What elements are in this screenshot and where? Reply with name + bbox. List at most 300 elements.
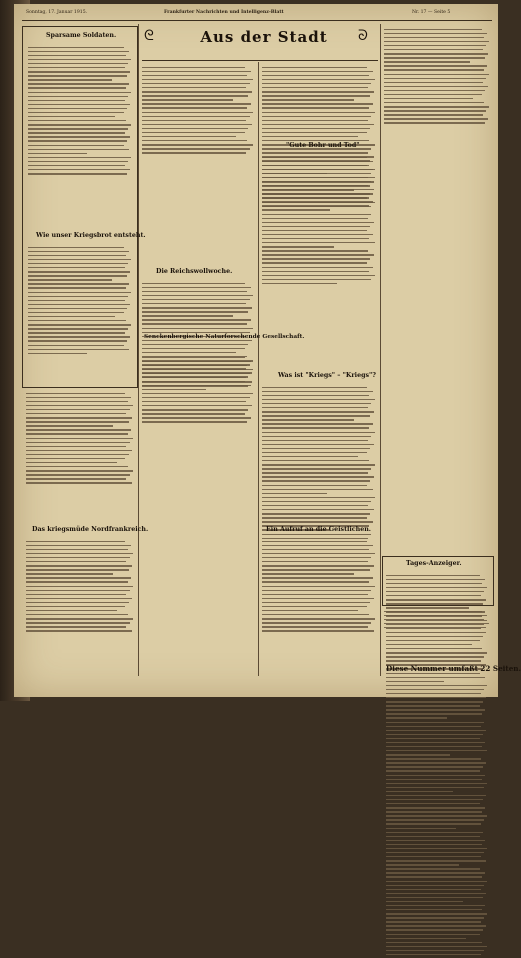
text-line	[384, 619, 484, 620]
text-line	[386, 660, 481, 661]
text-line	[142, 79, 253, 80]
text-line	[386, 742, 485, 743]
text-line	[386, 652, 487, 653]
text-line	[262, 279, 371, 280]
text-line	[28, 104, 130, 105]
text-line	[26, 438, 133, 439]
text-line	[26, 393, 125, 394]
text-line	[142, 311, 248, 312]
text-line	[262, 407, 368, 408]
text-line	[26, 429, 131, 430]
text-line	[386, 832, 483, 833]
text-line	[26, 594, 126, 595]
text-line	[28, 51, 129, 52]
text-line	[142, 315, 233, 316]
text-line	[262, 234, 373, 235]
text-line	[384, 49, 483, 50]
text-line	[262, 87, 368, 88]
text-line	[26, 561, 126, 562]
text-line	[262, 226, 370, 227]
text-line	[262, 602, 370, 603]
text-line	[26, 614, 128, 615]
text-line	[262, 387, 367, 388]
article-body	[262, 384, 376, 542]
text-line	[386, 844, 482, 845]
text-line	[386, 644, 472, 645]
text-line	[386, 946, 487, 947]
text-line	[262, 132, 367, 133]
text-line	[384, 615, 487, 616]
text-line	[386, 811, 482, 812]
text-line	[262, 432, 375, 433]
text-line	[262, 606, 367, 607]
text-line	[386, 775, 485, 776]
text-line	[262, 444, 374, 445]
text-line	[262, 452, 367, 453]
text-line	[28, 300, 125, 301]
text-line	[262, 83, 371, 84]
text-line	[142, 152, 246, 153]
text-line	[386, 836, 480, 837]
text-line	[386, 823, 481, 824]
text-line	[262, 521, 373, 522]
text-line	[386, 685, 487, 686]
text-line	[28, 251, 129, 252]
article-heading: "Gute Bohr und Tod"	[286, 142, 360, 149]
text-line	[262, 460, 369, 461]
text-line	[262, 242, 375, 243]
text-line	[26, 482, 132, 483]
text-line	[142, 67, 245, 68]
text-line	[262, 124, 374, 125]
text-line	[28, 71, 130, 72]
article-body	[142, 280, 254, 425]
text-line	[262, 214, 371, 215]
text-line	[384, 623, 489, 624]
text-line	[26, 474, 130, 475]
text-line	[26, 618, 133, 619]
text-line	[262, 177, 368, 178]
text-line	[142, 87, 246, 88]
text-line	[28, 87, 126, 88]
text-line	[384, 74, 489, 75]
text-line	[262, 489, 373, 490]
text-line	[26, 409, 130, 410]
text-line	[262, 590, 371, 591]
text-line	[384, 102, 484, 103]
text-line	[262, 598, 374, 599]
text-line	[26, 573, 113, 574]
text-line	[262, 569, 370, 570]
text-line	[262, 246, 334, 247]
text-line	[28, 324, 131, 325]
text-line	[142, 136, 236, 137]
text-line	[142, 377, 246, 378]
text-line	[386, 925, 486, 926]
text-line	[262, 493, 327, 494]
text-line	[28, 279, 112, 280]
text-line	[386, 709, 485, 710]
text-line	[386, 872, 485, 873]
section-masthead: Aus der Stadt	[200, 28, 328, 46]
text-line	[142, 319, 251, 320]
text-line	[28, 255, 126, 256]
text-line	[28, 47, 124, 48]
text-line	[386, 599, 486, 600]
text-line	[384, 114, 483, 115]
text-line	[26, 454, 129, 455]
header-date: Sonntag, 17. Januar 1915.	[26, 10, 88, 15]
text-line	[262, 513, 370, 514]
article-body	[142, 354, 254, 389]
text-line	[386, 579, 485, 580]
masthead-rule	[142, 60, 378, 61]
text-line	[28, 100, 125, 101]
text-line	[262, 79, 375, 80]
text-line	[262, 581, 369, 582]
text-line	[28, 328, 128, 329]
text-line	[386, 885, 484, 886]
advertisement-heading: Tages-Anzeiger.	[406, 560, 462, 567]
text-line	[262, 626, 368, 627]
article-body	[28, 244, 132, 357]
article-heading: Wie unser Kriegsbrot entsteht.	[36, 232, 146, 239]
text-line	[386, 677, 485, 678]
text-line	[262, 468, 371, 469]
text-line	[262, 565, 374, 566]
text-line	[386, 913, 487, 914]
text-line	[262, 250, 368, 251]
text-line	[142, 132, 245, 133]
text-line	[262, 610, 358, 611]
text-line	[386, 897, 483, 898]
text-line	[142, 124, 252, 125]
text-line	[262, 161, 373, 162]
text-line	[262, 218, 368, 219]
header-paper-name: Frankfurter Nachrichten und Intelligenz-Blatt	[164, 10, 284, 15]
text-line	[384, 86, 488, 87]
text-line	[262, 448, 370, 449]
text-line	[384, 78, 486, 79]
text-line	[384, 57, 485, 58]
text-line	[262, 594, 368, 595]
text-line	[142, 99, 233, 100]
text-line	[28, 173, 127, 174]
text-line	[28, 67, 125, 68]
text-line	[384, 33, 487, 34]
text-line	[386, 648, 482, 649]
text-line	[384, 41, 489, 42]
text-line	[262, 271, 369, 272]
text-line	[262, 630, 374, 631]
text-line	[26, 450, 132, 451]
text-line	[386, 713, 482, 714]
text-line	[262, 136, 358, 137]
text-line	[386, 860, 486, 861]
text-line	[28, 116, 115, 117]
article-body	[262, 154, 376, 210]
text-line	[142, 401, 246, 402]
text-line	[262, 509, 374, 510]
column-divider	[380, 24, 381, 676]
ornament-left-icon: ᘓ	[144, 28, 154, 44]
text-line	[386, 905, 485, 906]
text-line	[262, 165, 369, 166]
text-line	[262, 230, 367, 231]
text-line	[386, 697, 486, 698]
text-line	[26, 622, 130, 623]
text-line	[262, 128, 370, 129]
text-line	[28, 349, 129, 350]
text-line	[28, 340, 127, 341]
text-line	[262, 222, 374, 223]
text-line	[386, 730, 486, 731]
text-line	[26, 606, 125, 607]
text-line	[26, 553, 133, 554]
text-line	[262, 173, 371, 174]
text-line	[262, 202, 375, 203]
text-line	[386, 840, 485, 841]
text-line	[28, 157, 131, 158]
text-line	[28, 267, 125, 268]
text-line	[386, 856, 481, 857]
text-line	[262, 206, 371, 207]
text-line	[28, 275, 127, 276]
text-line	[386, 828, 456, 829]
text-line	[262, 440, 368, 441]
text-line	[262, 472, 368, 473]
ornament-right-icon: ᘐ	[358, 28, 368, 44]
article-body	[26, 390, 134, 486]
text-line	[28, 165, 125, 166]
text-line	[386, 942, 482, 943]
text-line	[384, 94, 482, 95]
text-line	[142, 95, 248, 96]
text-line	[386, 848, 487, 849]
text-line	[142, 75, 247, 76]
text-line	[262, 403, 371, 404]
text-line	[386, 954, 481, 955]
text-line	[384, 82, 483, 83]
text-line	[262, 197, 369, 198]
text-line	[26, 626, 126, 627]
text-line	[262, 614, 369, 615]
text-line	[386, 868, 480, 869]
text-line	[384, 61, 470, 62]
text-line	[386, 934, 480, 935]
text-line	[386, 795, 486, 796]
text-line	[262, 586, 375, 587]
text-line	[142, 112, 253, 113]
text-line	[142, 373, 250, 374]
text-line	[26, 610, 117, 611]
text-line	[142, 291, 247, 292]
text-line	[28, 287, 126, 288]
article-body	[142, 64, 254, 156]
text-line	[28, 132, 125, 133]
text-line	[26, 549, 128, 550]
text-line	[142, 332, 250, 333]
text-line	[384, 98, 473, 99]
text-line	[386, 889, 481, 890]
text-line	[142, 405, 252, 406]
text-line	[386, 762, 486, 763]
text-line	[386, 917, 484, 918]
text-line	[262, 275, 375, 276]
text-line	[262, 618, 375, 619]
text-line	[262, 107, 369, 108]
text-line	[262, 189, 354, 190]
text-line	[386, 803, 480, 804]
text-line	[142, 295, 253, 296]
text-line	[28, 145, 124, 146]
text-line	[262, 391, 373, 392]
text-line	[386, 575, 480, 576]
text-line	[262, 517, 367, 518]
text-line	[262, 622, 371, 623]
text-line	[386, 791, 453, 792]
text-line	[142, 369, 253, 370]
text-line	[262, 193, 373, 194]
text-line	[262, 238, 369, 239]
text-line	[262, 185, 370, 186]
text-line	[384, 69, 484, 70]
text-line	[384, 45, 486, 46]
text-line	[386, 807, 485, 808]
text-line	[28, 75, 127, 76]
text-line	[262, 456, 358, 457]
article-heading: Das kriegsmüde Nordfrankreich.	[32, 526, 149, 533]
text-line	[26, 397, 131, 398]
article-body	[384, 26, 490, 127]
article-body	[26, 538, 134, 634]
text-line	[28, 128, 128, 129]
text-line	[386, 758, 481, 759]
text-line	[26, 630, 132, 631]
text-line	[386, 681, 444, 682]
text-line	[262, 181, 374, 182]
text-line	[142, 413, 245, 414]
text-line	[262, 427, 369, 428]
text-line	[262, 267, 373, 268]
text-line	[28, 292, 131, 293]
text-line	[262, 120, 368, 121]
text-line	[28, 169, 130, 170]
text-line	[386, 779, 482, 780]
imprint-text	[384, 608, 490, 631]
text-line	[142, 107, 247, 108]
text-line	[262, 464, 375, 465]
text-line	[262, 553, 375, 554]
text-line	[26, 541, 125, 542]
text-line	[26, 581, 128, 582]
text-line	[142, 140, 247, 141]
text-line	[262, 505, 368, 506]
text-line	[28, 120, 126, 121]
text-line	[28, 136, 130, 137]
text-line	[262, 561, 368, 562]
text-line	[262, 399, 375, 400]
text-line	[386, 640, 480, 641]
newspaper-page	[14, 4, 521, 697]
text-line	[28, 140, 127, 141]
text-line	[142, 385, 248, 386]
text-line	[28, 304, 130, 305]
text-line	[26, 417, 132, 418]
text-line	[28, 320, 126, 321]
text-line	[28, 112, 124, 113]
text-line	[386, 815, 487, 816]
text-line	[384, 110, 486, 111]
text-line	[262, 258, 370, 259]
text-line	[26, 413, 126, 414]
text-line	[384, 122, 485, 123]
text-line	[28, 336, 130, 337]
text-line	[386, 799, 483, 800]
text-line	[386, 705, 480, 706]
text-line	[386, 754, 450, 755]
text-line	[262, 71, 373, 72]
text-line	[28, 96, 128, 97]
text-line	[262, 103, 373, 104]
text-line	[384, 65, 487, 66]
text-line	[28, 149, 129, 150]
header-rule	[22, 20, 492, 21]
text-line	[262, 283, 337, 284]
text-line	[26, 458, 125, 459]
text-line	[26, 545, 131, 546]
article-heading: Ein Aufruf an die Geistlichen.	[266, 526, 371, 533]
text-line	[262, 95, 370, 96]
text-line	[262, 485, 367, 486]
text-line	[262, 480, 370, 481]
text-line	[28, 83, 129, 84]
text-line	[142, 357, 245, 358]
text-line	[28, 259, 131, 260]
text-line	[26, 462, 117, 463]
text-line	[386, 819, 484, 820]
text-line	[26, 442, 130, 443]
text-line	[262, 577, 373, 578]
text-line	[386, 738, 480, 739]
text-line	[386, 595, 481, 596]
text-line	[262, 395, 369, 396]
text-line	[262, 169, 375, 170]
text-line	[262, 541, 367, 542]
text-line	[386, 770, 480, 771]
text-line	[28, 263, 128, 264]
text-line	[386, 603, 483, 604]
text-line	[26, 577, 131, 578]
text-line	[386, 881, 487, 882]
text-line	[26, 557, 130, 558]
article-heading: Was ist "Kriegs" – "Kriegs"?	[278, 372, 376, 379]
text-line	[262, 75, 369, 76]
text-line	[262, 545, 373, 546]
text-line	[142, 348, 245, 349]
text-line	[386, 734, 483, 735]
text-line	[386, 787, 484, 788]
text-line	[28, 312, 124, 313]
text-line	[384, 53, 488, 54]
text-line	[26, 405, 133, 406]
text-line	[142, 323, 247, 324]
text-line	[386, 583, 482, 584]
text-line	[262, 254, 374, 255]
text-line	[384, 118, 488, 119]
text-line	[142, 307, 252, 308]
text-line	[142, 103, 251, 104]
